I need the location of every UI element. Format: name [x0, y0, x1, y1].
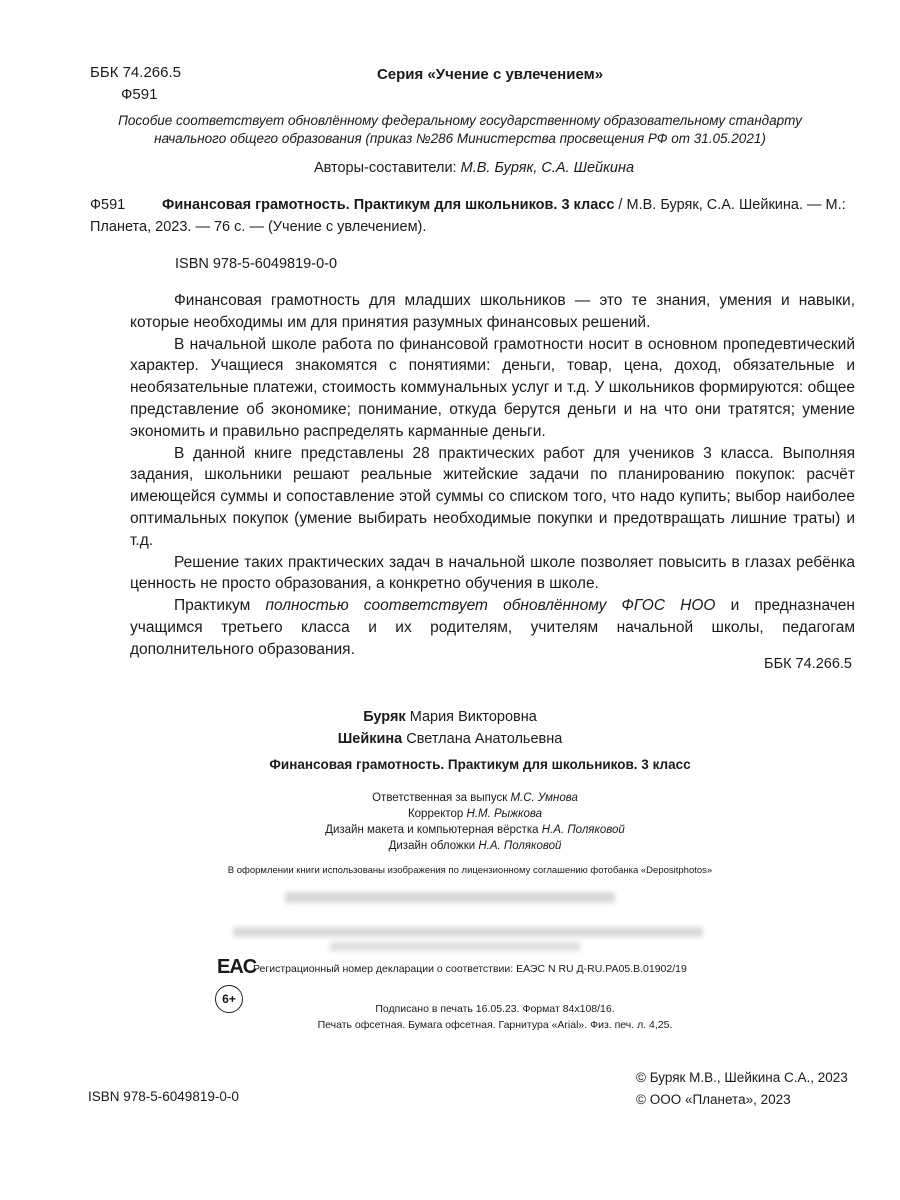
eac-mark-icon: EAC: [217, 956, 257, 978]
p5-start: Практикум: [174, 597, 266, 615]
author-2-surname: Шейкина: [337, 731, 403, 747]
blurred-text: [285, 892, 615, 903]
print-line-2: Печать офсетная. Бумага офсетная. Гарнитура «Arial». Физ. печ. л. 4,25.: [317, 1019, 673, 1031]
bbk-code: ББК 74.266.5: [90, 64, 181, 81]
copyright-line-1: © Буряк М.В., Шейкина С.А., 2023: [636, 1070, 848, 1085]
author-1-surname: Буряк: [363, 709, 406, 725]
bib-title: Финансовая грамотность. Практикум для школьников. 3 класс: [162, 197, 615, 213]
age-rating-badge: 6+: [215, 985, 243, 1013]
copyright-line-2: © ООО «Планета», 2023: [636, 1092, 791, 1107]
staff-list: [0, 790, 900, 854]
deposit-note: В оформлении книги использованы изображения по лицензионному соглашению фотобанка «Depositphotos»: [227, 865, 713, 876]
staff-name: М.С. Умнова: [510, 792, 578, 804]
isbn-top: ISBN 978-5-6049819-0-0: [175, 256, 338, 272]
authors-label: Авторы-составители:: [313, 160, 457, 176]
p5-italic: полностью соответствует обновлённому ФГОС НОО: [265, 597, 716, 615]
staff-name: Н.М. Рыжкова: [466, 808, 543, 820]
authors-names: М.В. Буряк, С.А. Шейкина: [460, 160, 635, 176]
book-title: Финансовая грамотность. Практикум для школьников. 3 класс: [269, 757, 691, 772]
author-1-name: Мария Викторовна: [405, 709, 537, 725]
authors-line: [0, 160, 900, 176]
blurred-text: [233, 927, 703, 937]
abstract-paragraph-4: Решение таких практических задач в начальной школе позволяет повысить в глазах ребёнка ценность не просто образования, а конкретно обучения в школе.: [130, 553, 855, 593]
staff-line-4: [0, 838, 900, 854]
bbk-right: ББК 74.266.5: [764, 656, 852, 672]
fgos-note: Пособие соответствует обновлённому федеральному государственному образовательному стандарту начального общего образования (приказ №286 Министерства просвещения РФ от 31.05.2021): [118, 113, 802, 146]
staff-name: Н.А. Поляковой: [541, 824, 625, 836]
author-2: [0, 728, 900, 750]
author-1: [0, 706, 900, 728]
staff-label: Ответственная за выпуск: [372, 792, 511, 804]
print-line-1: Подписано в печать 16.05.23. Формат 84x108/16.: [375, 1003, 615, 1015]
registration-number: Регистрационный номер декларации о соответствии: ЕАЭС N RU Д-RU.РА05.В.01902/19: [253, 963, 687, 975]
p5-end: и предназначен учащимся третьего класса и их родителям, учителям начальной школы, педагогам дополнительного образования.: [130, 597, 855, 658]
staff-label: Дизайн макета и компьютерная вёрстка: [325, 824, 542, 836]
author-credits: [0, 706, 900, 750]
author-mark: Ф591: [121, 86, 158, 103]
print-info: [0, 1001, 900, 1033]
staff-line-2: [0, 806, 900, 822]
abstract-paragraph-2: В начальной школе работа по финансовой грамотности носит в основном пропедевтический характер. Учащиеся знакомятся с понятиями: деньги, товар, цена, доход, обязательные и необязательные платежи, стоимость коммунальных услуг и т.д. У школьников формируются: общее представление об экономике; понимание, откуда берутся деньги и на что они тратятся; умение экономить и правильно распределять карманные деньги.: [130, 335, 855, 440]
abstract-paragraph-5: [130, 595, 855, 660]
bib-code: Ф591: [90, 197, 126, 213]
staff-line-3: [0, 822, 900, 838]
blurred-text: [330, 942, 580, 951]
author-2-name: Светлана Анатольевна: [402, 731, 563, 747]
staff-label: Корректор: [407, 808, 467, 820]
series-title: Серия «Учение с увлечением»: [376, 66, 604, 83]
isbn-bottom: ISBN 978-5-6049819-0-0: [88, 1089, 239, 1104]
staff-label: Дизайн обложки: [388, 840, 479, 852]
abstract-paragraph-3: В данной книге представлены 28 практических работ для учеников 3 класса. Выполняя задания, школьники решают реальные житейские задачи по планированию покупок: расчёт имеющейся суммы и сопоставление этой суммы со списком того, что надо купить; выбор наиболее оптимальных покупок (умение выбирать необходимые покупки и предотвращать лишние траты) и т.д.: [130, 444, 855, 549]
abstract: [130, 290, 855, 661]
abstract-paragraph-1: Финансовая грамотность для младших школьников — это те знания, умения и навыки, которые необходимы им для принятия разумных финансовых решений.: [130, 292, 855, 331]
copyright: [636, 1067, 848, 1111]
bibliographic-record: [90, 194, 860, 238]
bib-rest: / М.В. Буряк, С.А. Шейкина. — М.: Планета, 2023. — 76 с. — (Учение с увлечением).: [90, 197, 846, 235]
staff-name: Н.А. Поляковой: [478, 840, 562, 852]
staff-line-1: [0, 790, 900, 806]
